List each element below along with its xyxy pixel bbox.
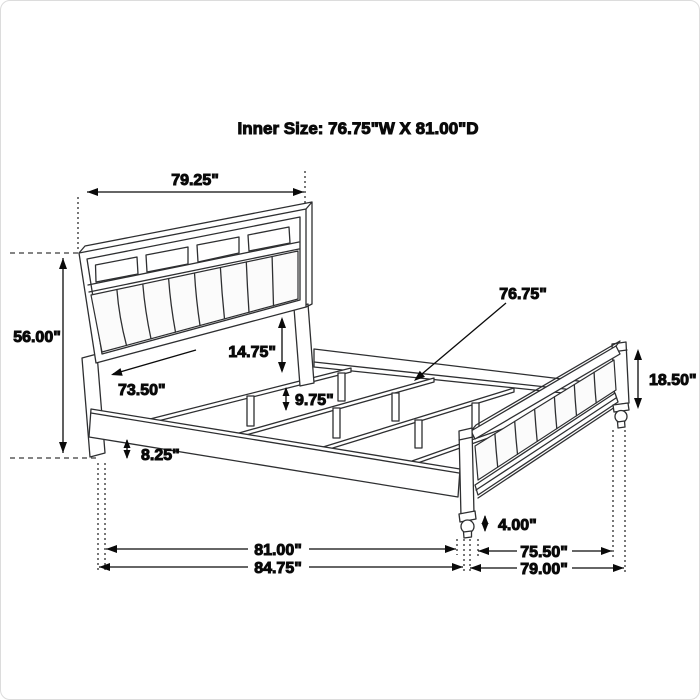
svg-text:79.25": 79.25" <box>171 172 219 189</box>
svg-text:76.75": 76.75" <box>499 286 547 303</box>
headboard-leg <box>294 304 314 386</box>
inner-size-title: Inner Size: 76.75"W X 81.00"D <box>237 119 479 138</box>
headboard-leg <box>82 354 105 457</box>
dim-overall-depth <box>99 560 463 577</box>
slat-leg <box>338 373 345 401</box>
svg-text:4.00": 4.00" <box>498 517 537 534</box>
slat-leg <box>247 396 254 426</box>
svg-text:75.50": 75.50" <box>520 544 568 561</box>
dim-inner-depth <box>106 542 456 559</box>
svg-text:14.75": 14.75" <box>228 344 276 361</box>
footboard-post <box>459 428 474 517</box>
slat-leg <box>392 393 399 421</box>
svg-text:79.00": 79.00" <box>520 561 568 578</box>
dim-slat-support-height <box>283 387 334 411</box>
bed-drawing <box>79 202 629 538</box>
svg-text:8.25": 8.25" <box>141 447 180 464</box>
dim-footboard-width <box>470 561 624 578</box>
dim-footboard-height <box>634 349 697 409</box>
svg-text:81.00": 81.00" <box>254 542 302 559</box>
bed-dimension-diagram <box>1 1 699 699</box>
slat-leg <box>333 408 340 438</box>
dim-headboard-inner-width <box>111 350 196 399</box>
dim-footboard-inner-width <box>478 544 612 561</box>
svg-text:56.00": 56.00" <box>13 329 61 346</box>
footboard-bun-foot <box>459 511 476 538</box>
svg-text:9.75": 9.75" <box>295 392 334 409</box>
svg-text:73.50": 73.50" <box>118 382 166 399</box>
slat-leg <box>415 420 422 448</box>
svg-text:18.50": 18.50" <box>649 372 697 389</box>
footboard-bun-foot <box>613 403 629 428</box>
svg-text:84.75": 84.75" <box>254 560 302 577</box>
dim-foot-height <box>482 515 537 534</box>
